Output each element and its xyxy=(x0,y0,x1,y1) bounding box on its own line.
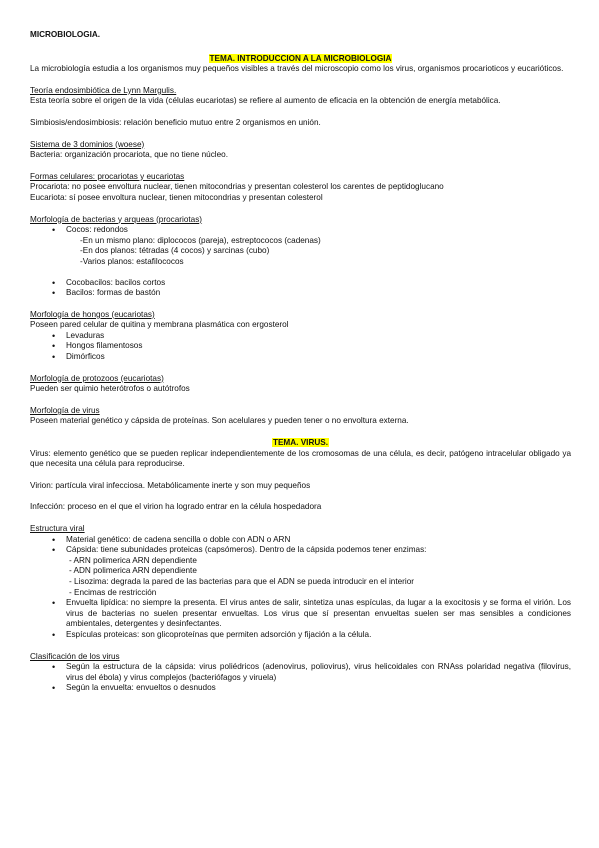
estructura-list xyxy=(30,535,571,641)
list-item: • Material genético: de cadena sencilla o doble con ADN o ARN xyxy=(66,535,571,546)
section-heading-intro-text: TEMA. INTRODUCCION A LA MICROBIOLOGIA xyxy=(209,53,392,63)
list-item: • Levaduras xyxy=(66,331,571,342)
enzima-item: - Encimas de restricción xyxy=(69,587,157,597)
virion-definition: Virion: partícula viral infecciosa. Metabólicamente inerte y son muy pequeños xyxy=(30,480,311,490)
dominios-text: Bacteria: organización procariota, que no tiene núcleo. xyxy=(30,150,228,160)
morf-bacterias-title: Morfología de bacterias y arqueas (procariotas) xyxy=(30,214,203,224)
cocos-sub-item: -En un mismo plano: diplococos (pareja), estreptococos (cadenas) xyxy=(80,235,321,245)
morf-protozoos-text: Pueden ser quimio heterótrofos o autótrofos xyxy=(30,384,190,394)
section-heading-intro xyxy=(30,54,571,65)
formas-procariota: Procariota: no posee envoltura nuclear, tienen mitocondrias y presentan colesterol los carentes de peptidoglucano xyxy=(30,182,444,192)
list-item: • Envuelta lipídica: no siempre la presenta. El virus antes de salir, sintetiza unas espículas, da lugar a la exocitosis y se forma el virión. Los virus de bacterias no suelen presentar envueltas. Los virus que sí presentan envueltas suelen ser mas sensibles a condiciones ambientales, detergentes y desinfectantes. xyxy=(66,598,571,630)
morf-hongos-title: Morfología de hongos (eucariotas) xyxy=(30,309,155,319)
morf-protozoos-title: Morfología de protozoos (eucariotas) xyxy=(30,373,164,383)
enzima-item: - ARN polimerica ARN dependiente xyxy=(69,555,197,565)
endosimbiotica-text: Esta teoría sobre el origen de la vida (células eucariotas) se refiere al aumento de eficacia en la obtención de energía metabólica. xyxy=(30,96,501,106)
enzima-item: - Lisozima: degrada la pared de las bacterias para que el ADN se pueda introducir en el interior xyxy=(69,576,414,586)
morf-hongos-text: Poseen pared celular de quitina y membrana plasmática con ergosterol xyxy=(30,320,289,330)
morf-bacterias-list xyxy=(30,225,571,299)
list-item: • Bacilos: formas de bastón xyxy=(66,288,571,299)
morf-hongos-list xyxy=(30,331,571,363)
intro-paragraph: La microbiología estudia a los organismos muy pequeños visibles a través del microscopio como los virus, organismos procarioticos y eucarióticos. xyxy=(30,64,564,74)
cocos-sub-item: -Varios planos: estafilococos xyxy=(80,256,184,266)
cocos-sub-item: -En dos planos: tétradas (4 cocos) y sarcinas (cubo) xyxy=(80,246,270,256)
virus-definition: Virus: elemento genético que se pueden replicar independientemente de los cromosomas de una célula, es decir, patógeno intracelular obligado ya que necesita una célula para reproducirse. xyxy=(30,448,571,469)
infeccion-definition: Infección: proceso en el que el virion ha logrado entrar en la célula hospedadora xyxy=(30,502,322,512)
estructura-title: Estructura viral xyxy=(30,524,85,533)
simbiosis-text: Simbiosis/endosimbiosis: relación beneficio mutuo entre 2 organismos en unión. xyxy=(30,117,321,127)
formas-eucariota: Eucariota: sí posee envoltura nuclear, tienen mitocondrias y presentan colesterol xyxy=(30,192,323,202)
section-heading-virus xyxy=(30,438,571,449)
section-heading-virus-text: TEMA. VIRUS. xyxy=(272,438,329,448)
endosimbiotica-title: Teoría endosimbiótica de Lynn Margulis. xyxy=(30,85,177,95)
list-item: • Hongos filamentosos xyxy=(66,341,571,352)
morf-virus-text: Poseen material genético y cápsida de proteínas. Son acelulares y pueden tener o no envoltura externa. xyxy=(30,416,409,426)
formas-title: Formas celulares: procariotas y eucariotas xyxy=(30,171,185,181)
document-title: MICROBIOLOGIA. xyxy=(30,30,101,39)
list-item: • Según la estructura de la cápsida: virus poliédricos (adenovirus, poliovirus), virus helicoidales con RNAss polaridad negativa (filovirus, virus del ébola) y virus complejos (bacteriófagos y viruela) xyxy=(66,662,571,683)
capsida-label: Cápsida: tiene subunidades proteicas (capsómeros). Dentro de la cápsida podemos tener enzimas: xyxy=(66,545,427,555)
list-item: • Espículas proteicas: son glicoproteínas que permiten adsorción y fijación a la célula. xyxy=(66,630,571,641)
list-item: • Dimórficos xyxy=(66,352,571,363)
list-item: • Según la envuelta: envueltos o desnudos xyxy=(66,683,571,694)
list-item xyxy=(66,545,571,598)
clasificacion-title: Clasificación de los virus xyxy=(30,651,120,661)
enzima-item: - ADN polimerica ARN dependiente xyxy=(69,566,197,576)
dominios-title: Sistema de 3 dominios (woese) xyxy=(30,139,145,149)
cocos-label: Cocos: redondos xyxy=(66,225,128,235)
list-item: • Cocobacilos: bacilos cortos xyxy=(66,278,571,289)
morf-virus-title: Morfología de virus xyxy=(30,405,100,415)
list-item xyxy=(66,225,571,277)
clasificacion-list xyxy=(30,662,571,694)
